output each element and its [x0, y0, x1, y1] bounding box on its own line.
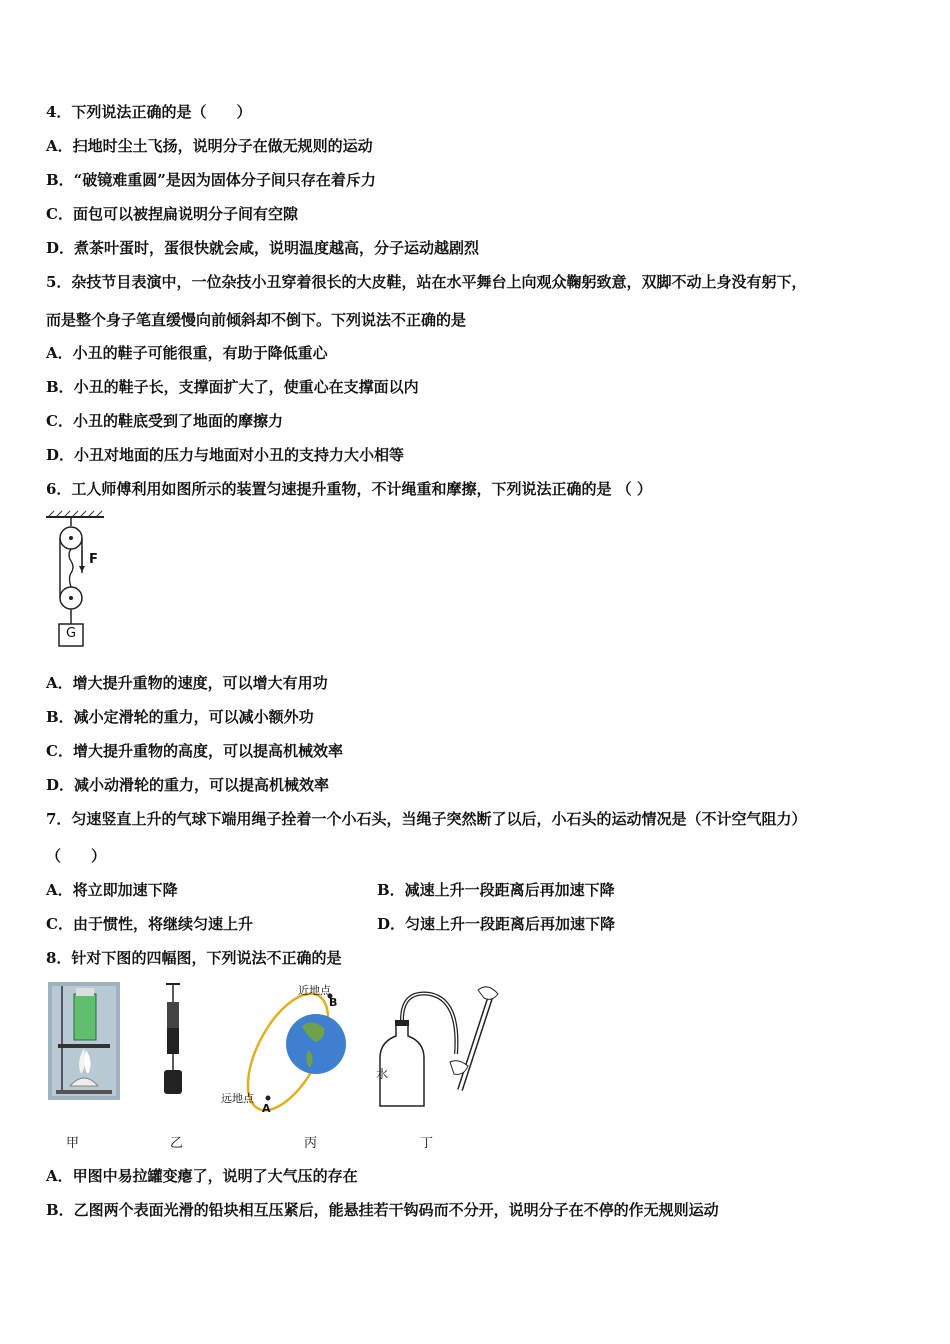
q4-stem: 4．下列说法正确的是（ ）	[46, 103, 252, 121]
caption-ding: 丁	[420, 1136, 434, 1151]
q7-option-a: A．将立即加速下降	[46, 881, 178, 899]
q5-option-c: C．小丑的鞋底受到了地面的摩擦力	[46, 412, 283, 430]
q4-option-b: B．“破镜难重圆”是因为固体分子间只存在着斥力	[46, 171, 376, 189]
q6-option-b: B．减小定滑轮的重力，可以减小额外功	[46, 708, 314, 726]
caption-jia: 甲	[66, 1136, 80, 1151]
q5-option-a: A．小丑的鞋子可能很重，有助于降低重心	[46, 344, 328, 362]
q5-stem-line2: 而是整个身子笔直缓慢向前倾斜却不倒下。下列说法不正确的是	[46, 311, 467, 329]
q8-option-b: B．乙图两个表面光滑的铅块相互压紧后，能悬挂若干钩码而不分开，说明分子在不停的作无规则运动	[46, 1201, 719, 1219]
q6-option-a: A．增大提升重物的速度，可以增大有用功	[46, 674, 328, 692]
q4-option-c: C．面包可以被捏扁说明分子间有空隙	[46, 205, 298, 223]
q5-option-b: B．小丑的鞋子长，支撑面扩大了，使重心在支撑面以内	[46, 378, 419, 396]
pulley-weight-label: G	[66, 626, 77, 641]
water-label: 水	[376, 1067, 389, 1081]
q5-stem-line1: 5．杂技节目表演中，一位杂技小丑穿着很长的大皮鞋，站在水平舞台上向观众鞠躬致意，双脚不动上身没有躬下，	[46, 273, 807, 291]
q7-option-b: B．减速上升一段距离后再加速下降	[377, 881, 615, 899]
q8-stem: 8．针对下图的四幅图，下列说法不正确的是	[46, 949, 342, 967]
can-heating-figure	[48, 982, 120, 1100]
pulley-force-label: F	[89, 552, 98, 567]
caption-yi: 乙	[170, 1136, 184, 1151]
point-b-label: B	[329, 996, 338, 1009]
q6-stem: 6．工人师傅利用如图所示的装置匀速提升重物，不计绳重和摩擦，下列说法正确的是 （ ）	[46, 480, 652, 498]
q7-option-c: C．由于惯性，将继续匀速上升	[46, 915, 253, 933]
apogee-label: 远地点	[221, 1092, 254, 1105]
q6-option-d: D．减小动滑轮的重力，可以提高机械效率	[46, 776, 330, 794]
caption-bing: 丙	[304, 1136, 318, 1151]
q7-option-d: D．匀速上升一段距离后再加速下降	[377, 915, 616, 933]
q7-stem-line2: （ ）	[46, 847, 107, 865]
q4-option-d: D．煮茶叶蛋时，蛋很快就会咸，说明温度越高，分子运动越剧烈	[46, 239, 480, 257]
q6-option-c: C．增大提升重物的高度，可以提高机械效率	[46, 742, 343, 760]
q4-option-a: A．扫地时尘土飞扬，说明分子在做无规则的运动	[46, 137, 373, 155]
q7-stem-line1: 7．匀速竖直上升的气球下端用绳子拴着一个小石头，当绳子突然断了以后，小石头的运动情况是（不计空气阻力）	[46, 810, 807, 828]
perigee-label: 近地点	[298, 984, 331, 997]
bottle-pump-figure	[372, 980, 504, 1112]
lead-blocks-figure	[158, 982, 188, 1100]
pulley-figure	[44, 508, 114, 650]
q5-option-d: D．小丑对地面的压力与地面对小丑的支持力大小相等	[46, 446, 405, 464]
point-a-label: A	[262, 1102, 271, 1115]
q8-option-a: A．甲图中易拉罐变瘪了，说明了大气压的存在	[46, 1167, 358, 1185]
